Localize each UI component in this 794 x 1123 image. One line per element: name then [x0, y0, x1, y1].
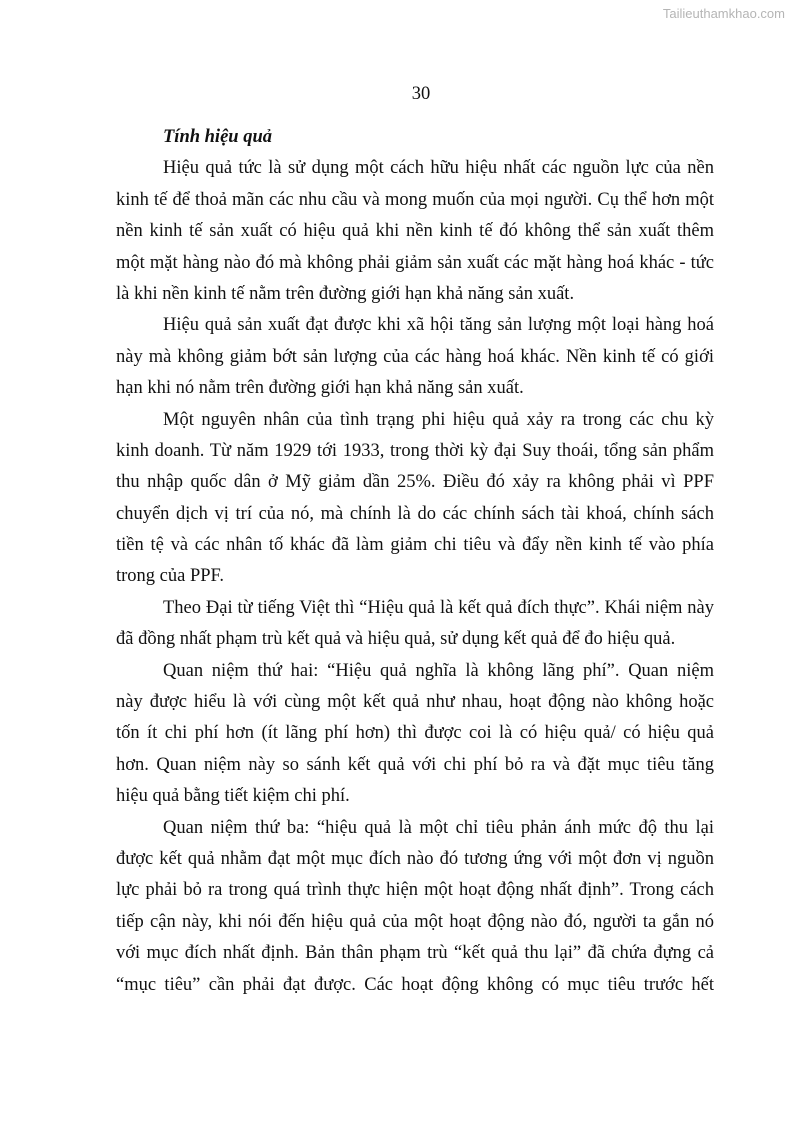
text-line: thu nhập quốc dân ở Mỹ giảm dần 25%. Điều đó xảy ra không phải vì PPF	[116, 472, 714, 493]
text-line: với mục đích nhất định. Bản thân phạm trù “kết quả thu lại” đã chứa đựng cả	[116, 943, 714, 964]
text-line: tiếp cận này, khi nói đến hiệu quả của một hoạt động nào đó, người ta gắn nó	[116, 911, 714, 932]
watermark: Tailieuthamkhao.com	[662, 6, 785, 21]
paragraph	[116, 656, 714, 813]
paragraph	[116, 153, 714, 310]
text-line: Theo Đại từ tiếng Việt thì “Hiệu quả là kết quả đích thực”. Khái niệm này	[163, 597, 714, 618]
paragraphs	[116, 153, 714, 1001]
text-line: tốn ít chi phí hơn (ít lãng phí hơn) thì được coi là có hiệu quả/ có hiệu quả	[116, 723, 714, 744]
paragraph	[116, 310, 714, 404]
text-line: tiền tệ và các nhân tố khác đã làm giảm chi tiêu và đẩy nền kinh tế vào phía	[116, 535, 714, 556]
text-line: này được hiểu là với cùng một kết quả như nhau, hoạt động nào không hoặc	[116, 692, 714, 713]
text-line: kinh tế để thoả mãn các nhu cầu và mong muốn của mọi người. Cụ thể hơn một	[116, 189, 714, 210]
text-line: chuyển dịch vị trí của nó, mà chính là do các chính sách tài khoá, chính sách	[116, 503, 714, 524]
text-line: lực phải bỏ ra trong quá trình thực hiện một hoạt động nhất định”. Trong cách	[116, 880, 714, 901]
paragraph	[116, 593, 714, 656]
text-line: Hiệu quả tức là sử dụng một cách hữu hiệu nhất các nguồn lực của nền	[163, 158, 714, 179]
text-line: Hiệu quả sản xuất đạt được khi xã hội tăng sản lượng một loại hàng hoá	[163, 315, 714, 336]
text-line: hiệu quả bằng tiết kiệm chi phí.	[116, 786, 350, 807]
text-line: nền kinh tế sản xuất có hiệu quả khi nền kinh tế đó không thể sản xuất thêm	[116, 221, 714, 242]
text-line: là khi nền kinh tế nằm trên đường giới hạn khả năng sản xuất.	[116, 283, 575, 304]
text-line: hạn khi nó nằm trên đường giới hạn khả năng sản xuất.	[116, 378, 524, 399]
text-line: kinh doanh. Từ năm 1929 tới 1933, trong thời kỳ đại Suy thoái, tổng sản phẩm	[116, 440, 714, 461]
text-line: được kết quả nhằm đạt một mục đích nào đó tương ứng với một đơn vị nguồn	[116, 848, 714, 869]
page-number: 30	[411, 84, 431, 104]
text-line: hơn. Quan niệm này so sánh kết quả với chi phí bỏ ra và đặt mục tiêu tăng	[116, 754, 714, 775]
text-line: một mặt hàng nào đó mà không phải giảm sản xuất các mặt hàng hoá khác - tức	[116, 252, 714, 273]
text-line: đã đồng nhất phạm trù kết quả và hiệu quả, sử dụng kết quả để đo hiệu quả.	[116, 629, 676, 650]
text-line: trong của PPF.	[116, 566, 224, 587]
paragraph	[116, 813, 714, 1001]
text-line: Quan niệm thứ hai: “Hiệu quả nghĩa là không lãng phí”. Quan niệm	[163, 660, 714, 681]
text-line: “mục tiêu” cần phải đạt được. Các hoạt động không có mục tiêu trước hết	[116, 974, 714, 995]
text-line: Quan niệm thứ ba: “hiệu quả là một chỉ tiêu phản ánh mức độ thu lại	[163, 817, 714, 838]
document-body	[116, 122, 714, 1001]
text-line: này mà không giảm bớt sản lượng của các hàng hoá khác. Nền kinh tế có giới	[116, 346, 714, 367]
text-line: Một nguyên nhân của tình trạng phi hiệu quả xảy ra trong các chu kỳ	[163, 409, 714, 430]
paragraph	[116, 405, 714, 593]
section-heading: Tính hiệu quả	[163, 127, 272, 147]
